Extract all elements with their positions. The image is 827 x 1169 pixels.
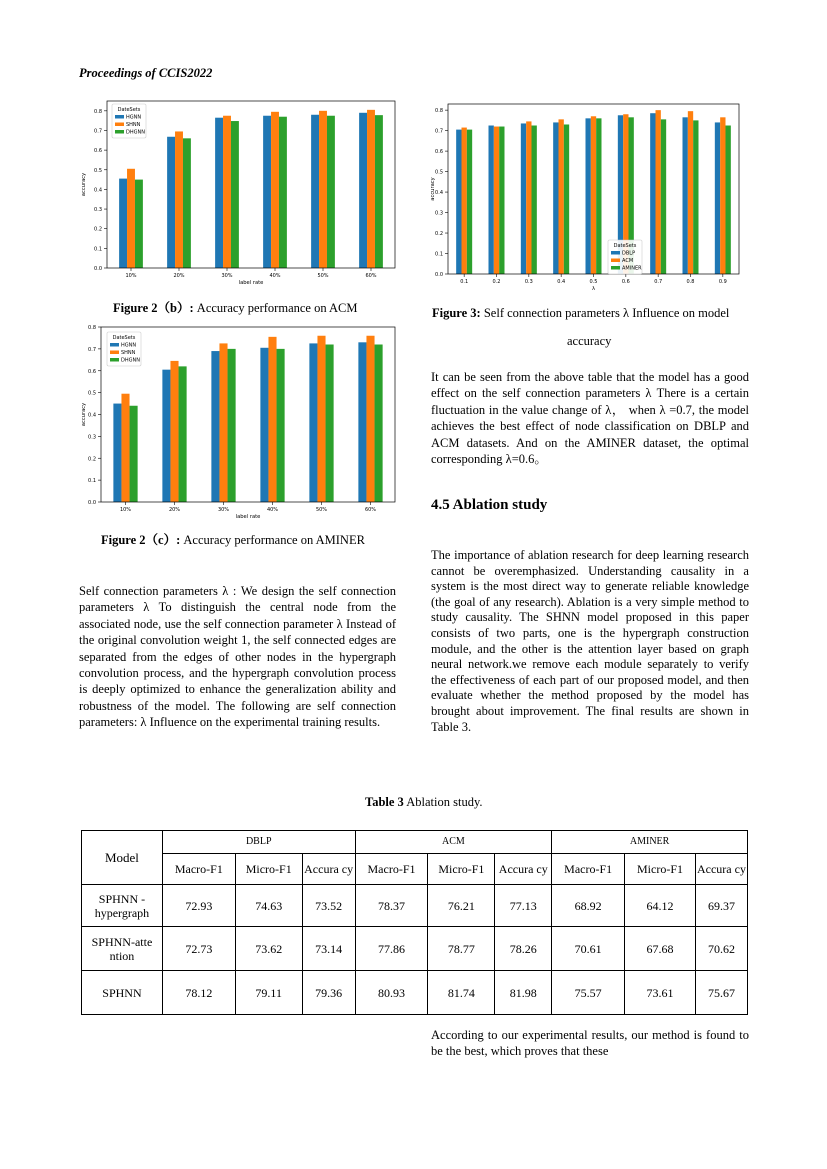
y-tick-label: 0.3 [88,434,96,441]
x-tick-label: 0.2 [492,279,501,285]
bar-dblp [650,113,655,274]
legend-swatch [110,351,119,355]
bar-aminer [564,124,569,274]
legend-label: DBLP [622,250,636,257]
bar-aminer [726,126,731,274]
plot-frame [101,327,395,502]
model-header: Model [82,831,163,885]
metric-header: Micro-F1 [428,854,495,885]
row-model: SPHNN -hypergraph [82,885,163,927]
bar-acm [688,111,693,274]
y-tick-label: 0.3 [435,210,443,217]
bar-dblp [715,122,720,274]
bar-acm [494,127,499,274]
y-tick-label: 0.6 [88,368,96,375]
metric-header: Accura cy [302,854,355,885]
bar-acm [558,119,563,274]
legend-swatch [611,266,620,270]
y-tick-label: 0.3 [94,207,102,214]
metric-header: Micro-F1 [625,854,696,885]
y-tick-label: 0.4 [94,187,102,194]
metric-header: Macro-F1 [162,854,235,885]
bar-hgnn [359,113,367,268]
y-axis-label: accuracy [81,172,87,197]
y-tick-label: 0.0 [435,272,443,278]
bar-aminer [596,118,601,274]
x-axis-label: label rate [235,514,261,520]
legend-swatch [110,343,119,347]
table-cell: 73.52 [302,885,355,927]
legend-swatch [110,358,119,362]
table-cell: 75.57 [552,971,625,1015]
bar-shnn [170,361,178,502]
y-tick-label: 0.1 [88,478,96,485]
legend-swatch [611,259,620,263]
bar-dblp [456,130,461,274]
bar-dblp [682,117,687,274]
table3 [81,830,748,1015]
legend-swatch [611,251,620,255]
table-cell: 78.77 [428,927,495,971]
y-tick-label: 0.8 [435,108,443,115]
x-tick-label: 0.1 [460,279,469,285]
table-cell: 77.86 [355,927,428,971]
legend-swatch [115,115,124,119]
bar-aminer [661,119,666,274]
bar-dhgnn [375,115,383,268]
bar-shnn [319,111,327,268]
bar-dhgnn [183,138,191,268]
table3-caption [365,795,483,810]
bar-dblp [488,126,493,274]
y-tick-label: 0.4 [435,190,443,197]
x-tick-label: 0.9 [718,279,727,285]
table-cell: 64.12 [625,885,696,927]
bar-dhgnn [277,349,285,502]
table-cell: 79.36 [302,971,355,1015]
bar-dblp [553,122,558,274]
dataset-header-aminer: AMINER [552,831,748,854]
x-tick-label: 60% [365,273,377,279]
x-tick-label: 0.4 [557,279,566,285]
x-tick-label: 20% [173,273,185,279]
x-tick-label: 0.5 [589,279,598,285]
legend-label: SHNN [126,122,141,128]
legend-label: ACM [622,258,634,264]
x-tick-label: 50% [315,507,328,513]
fig3-chart [427,100,749,294]
legend-label: HGNN [126,114,142,121]
fig3-caption-text: Self connection parameters λ Influence on model [480,306,730,320]
bar-shnn [367,110,375,268]
dataset-header-dblp: DBLP [162,831,355,854]
y-axis-label: accuracy [430,177,436,201]
bar-hgnn [215,118,223,268]
bar-dhgnn [231,121,239,268]
y-tick-label: 0.2 [94,226,102,233]
legend-swatch [115,130,124,134]
bar-dhgnn [130,406,138,502]
table-cell: 74.63 [235,885,302,927]
x-axis-label: λ [591,286,596,292]
y-axis-label: accuracy [81,402,87,427]
bar-hgnn [263,116,271,268]
legend-label: HGNN [121,342,137,349]
table-cell: 78.37 [355,885,428,927]
table-cell: 70.62 [695,927,747,971]
right-paragraph-2: The importance of ablation research for deep learning research cannot be overemphasized. Understanding causality in a system is the most direct way to generate reliable knowledge (the goal of any research). Ablation is a very simple method to study causality. The SHNN model proposed in this paper consists of two parts, one is the hypergraph construction module, and the other is the attention layer based on graph neural network.we remove each module separately to verify the effectiveness of each part of our proposed model, and then evaluate whether the method proposed by the model has brought about improvement. The final results are shown in Table 3. [431,548,749,734]
x-tick-label: 0.3 [524,279,533,285]
legend-label: SHNN [121,350,136,356]
bar-shnn [271,112,279,268]
bottom-paragraph: According to our experimental results, our method is found to be the best, which proves that these [431,1028,749,1059]
y-tick-label: 0.2 [88,456,96,463]
table-cell: 68.92 [552,885,625,927]
bar-shnn [219,343,227,502]
table-cell: 69.37 [695,885,747,927]
bar-hgnn [311,115,319,268]
bar-shnn [366,336,374,502]
left-paragraph: Self connection parameters λ : We design the self connection parameters λ To distinguish the central node from the associated node, use the self connection parameter λ Instead of the original convolution weight 1, the self connected edges are separated from the edges of other nodes in the hypergraph convolution process, and the hypergraph convolution process is deeply optimized to enhance the generalization ability and robustness of the model. The following are self connection parameters: λ Influence on the experimental training results. [79,584,396,730]
fig3-caption [432,306,729,321]
x-tick-label: 30% [217,507,230,513]
metric-header: Accura cy [495,854,552,885]
dataset-header-acm: ACM [355,831,552,854]
table-header-row-1 [82,831,748,854]
section-title: 4.5 Ablation study [431,497,548,513]
y-tick-label: 0.7 [94,128,102,135]
bar-acm [526,121,531,274]
y-tick-label: 0.6 [94,148,102,155]
bar-aminer [467,130,472,274]
table-cell: 81.98 [495,971,552,1015]
row-model: SPHNN-atte ntion [82,927,163,971]
x-tick-label: 40% [266,507,279,513]
y-tick-label: 0.5 [435,169,443,176]
x-tick-label: 50% [317,273,329,279]
bar-dhgnn [326,345,334,503]
table-cell: 79.11 [235,971,302,1015]
y-tick-label: 0.1 [94,246,102,253]
table-cell: 73.61 [625,971,696,1015]
table-cell: 73.62 [235,927,302,971]
fig2c-caption [101,533,365,548]
bar-dhgnn [327,116,335,268]
metric-header: Accura cy [695,854,747,885]
y-tick-label: 0.6 [435,149,443,156]
table-cell: 77.13 [495,885,552,927]
table-row [82,885,748,927]
bar-shnn [268,337,276,502]
bar-shnn [317,336,325,502]
metric-header: Macro-F1 [355,854,428,885]
x-tick-label: 40% [269,273,281,279]
bar-hgnn [260,348,268,502]
bar-hgnn [309,343,317,502]
table-header-row-2 [82,854,748,885]
bar-shnn [121,394,129,502]
table-cell: 73.14 [302,927,355,971]
y-tick-label: 0.0 [88,500,96,506]
bar-acm [720,117,725,274]
y-tick-label: 0.2 [435,231,443,238]
bar-acm [461,128,466,274]
table-cell: 70.61 [552,927,625,971]
y-tick-label: 0.7 [88,346,96,353]
fig2c-caption-prefix: Figure 2（c）: [101,533,181,547]
plot-frame [107,101,395,268]
fig2c-caption-text: Accuracy performance on AMINER [180,533,365,547]
legend-title: DateSets [613,243,637,249]
y-tick-label: 0.8 [88,325,96,331]
legend-title: DateSets [112,335,136,341]
y-tick-label: 0.5 [88,390,96,397]
bar-hgnn [358,342,366,502]
bar-aminer [693,120,698,274]
fig2b-caption-text: Accuracy performance on ACM [193,301,358,315]
fig2c-chart [78,324,398,522]
table-cell: 67.68 [625,927,696,971]
bar-shnn [127,169,135,268]
x-tick-label: 0.6 [621,279,630,285]
metric-header: Macro-F1 [552,854,625,885]
x-tick-label: 20% [168,507,181,513]
table-cell: 78.26 [495,927,552,971]
table-cell: 80.93 [355,971,428,1015]
y-tick-label: 0.4 [88,412,96,419]
bar-acm [655,110,660,274]
legend-swatch [115,123,124,127]
legend-label: AMINER [622,265,642,272]
x-tick-label: 60% [364,507,377,513]
y-tick-label: 0.1 [435,251,443,258]
fig2b-chart [78,98,398,290]
metric-header: Micro-F1 [235,854,302,885]
legend-title: DateSets [117,107,141,113]
fig2b-caption [113,301,358,316]
bar-hgnn [162,370,170,502]
bar-shnn [223,116,231,268]
table-cell: 75.67 [695,971,747,1015]
y-tick-label: 0.8 [94,108,102,115]
bar-hgnn [167,137,175,268]
table3-caption-text: Ablation study. [403,795,483,809]
bar-dhgnn [179,366,187,502]
bar-shnn [175,131,183,268]
table-cell: 76.21 [428,885,495,927]
table-cell: 72.73 [162,927,235,971]
x-tick-label: 30% [221,273,233,279]
x-tick-label: 0.7 [654,279,663,285]
x-tick-label: 0.8 [686,279,695,285]
table-cell: 81.74 [428,971,495,1015]
bar-dhgnn [375,345,383,503]
bar-dblp [585,118,590,274]
fig3-caption-prefix: Figure 3: [432,306,481,320]
fig3-caption-line2: accuracy [567,334,612,348]
bar-aminer [499,127,504,274]
y-tick-label: 0.5 [94,167,102,174]
y-tick-label: 0.0 [94,266,102,272]
bar-aminer [532,126,537,274]
x-axis-label: label rate [238,280,264,286]
bar-dblp [521,123,526,274]
legend-label: DHGNN [121,357,140,364]
fig2b-caption-prefix: Figure 2（b）: [113,301,194,315]
bar-hgnn [211,351,219,502]
table-row [82,971,748,1015]
x-tick-label: 10% [125,273,137,279]
table-row [82,927,748,971]
table-cell: 72.93 [162,885,235,927]
bar-dhgnn [279,117,287,268]
bar-hgnn [113,404,121,502]
row-model: SPHNN [82,971,163,1015]
proceedings-header: Proceedings of CCIS2022 [79,66,213,80]
bar-hgnn [119,179,127,268]
bar-dhgnn [135,180,143,268]
table3-caption-prefix: Table 3 [365,795,404,809]
legend-label: DHGNN [126,129,145,136]
y-tick-label: 0.7 [435,128,443,135]
bar-acm [591,116,596,274]
right-paragraph-1: It can be seen from the above table that the model has a good effect on the self connection parameters λ There is a certain fluctuation in the value change of λ， when λ =0.7, the model achieves the best effect of node classification on DBLP and ACM datasets. And on the AMINER dataset, the optimal corresponding λ=0.6。 [431,370,749,467]
table-cell: 78.12 [162,971,235,1015]
x-tick-label: 10% [119,507,132,513]
bar-dhgnn [228,349,236,502]
